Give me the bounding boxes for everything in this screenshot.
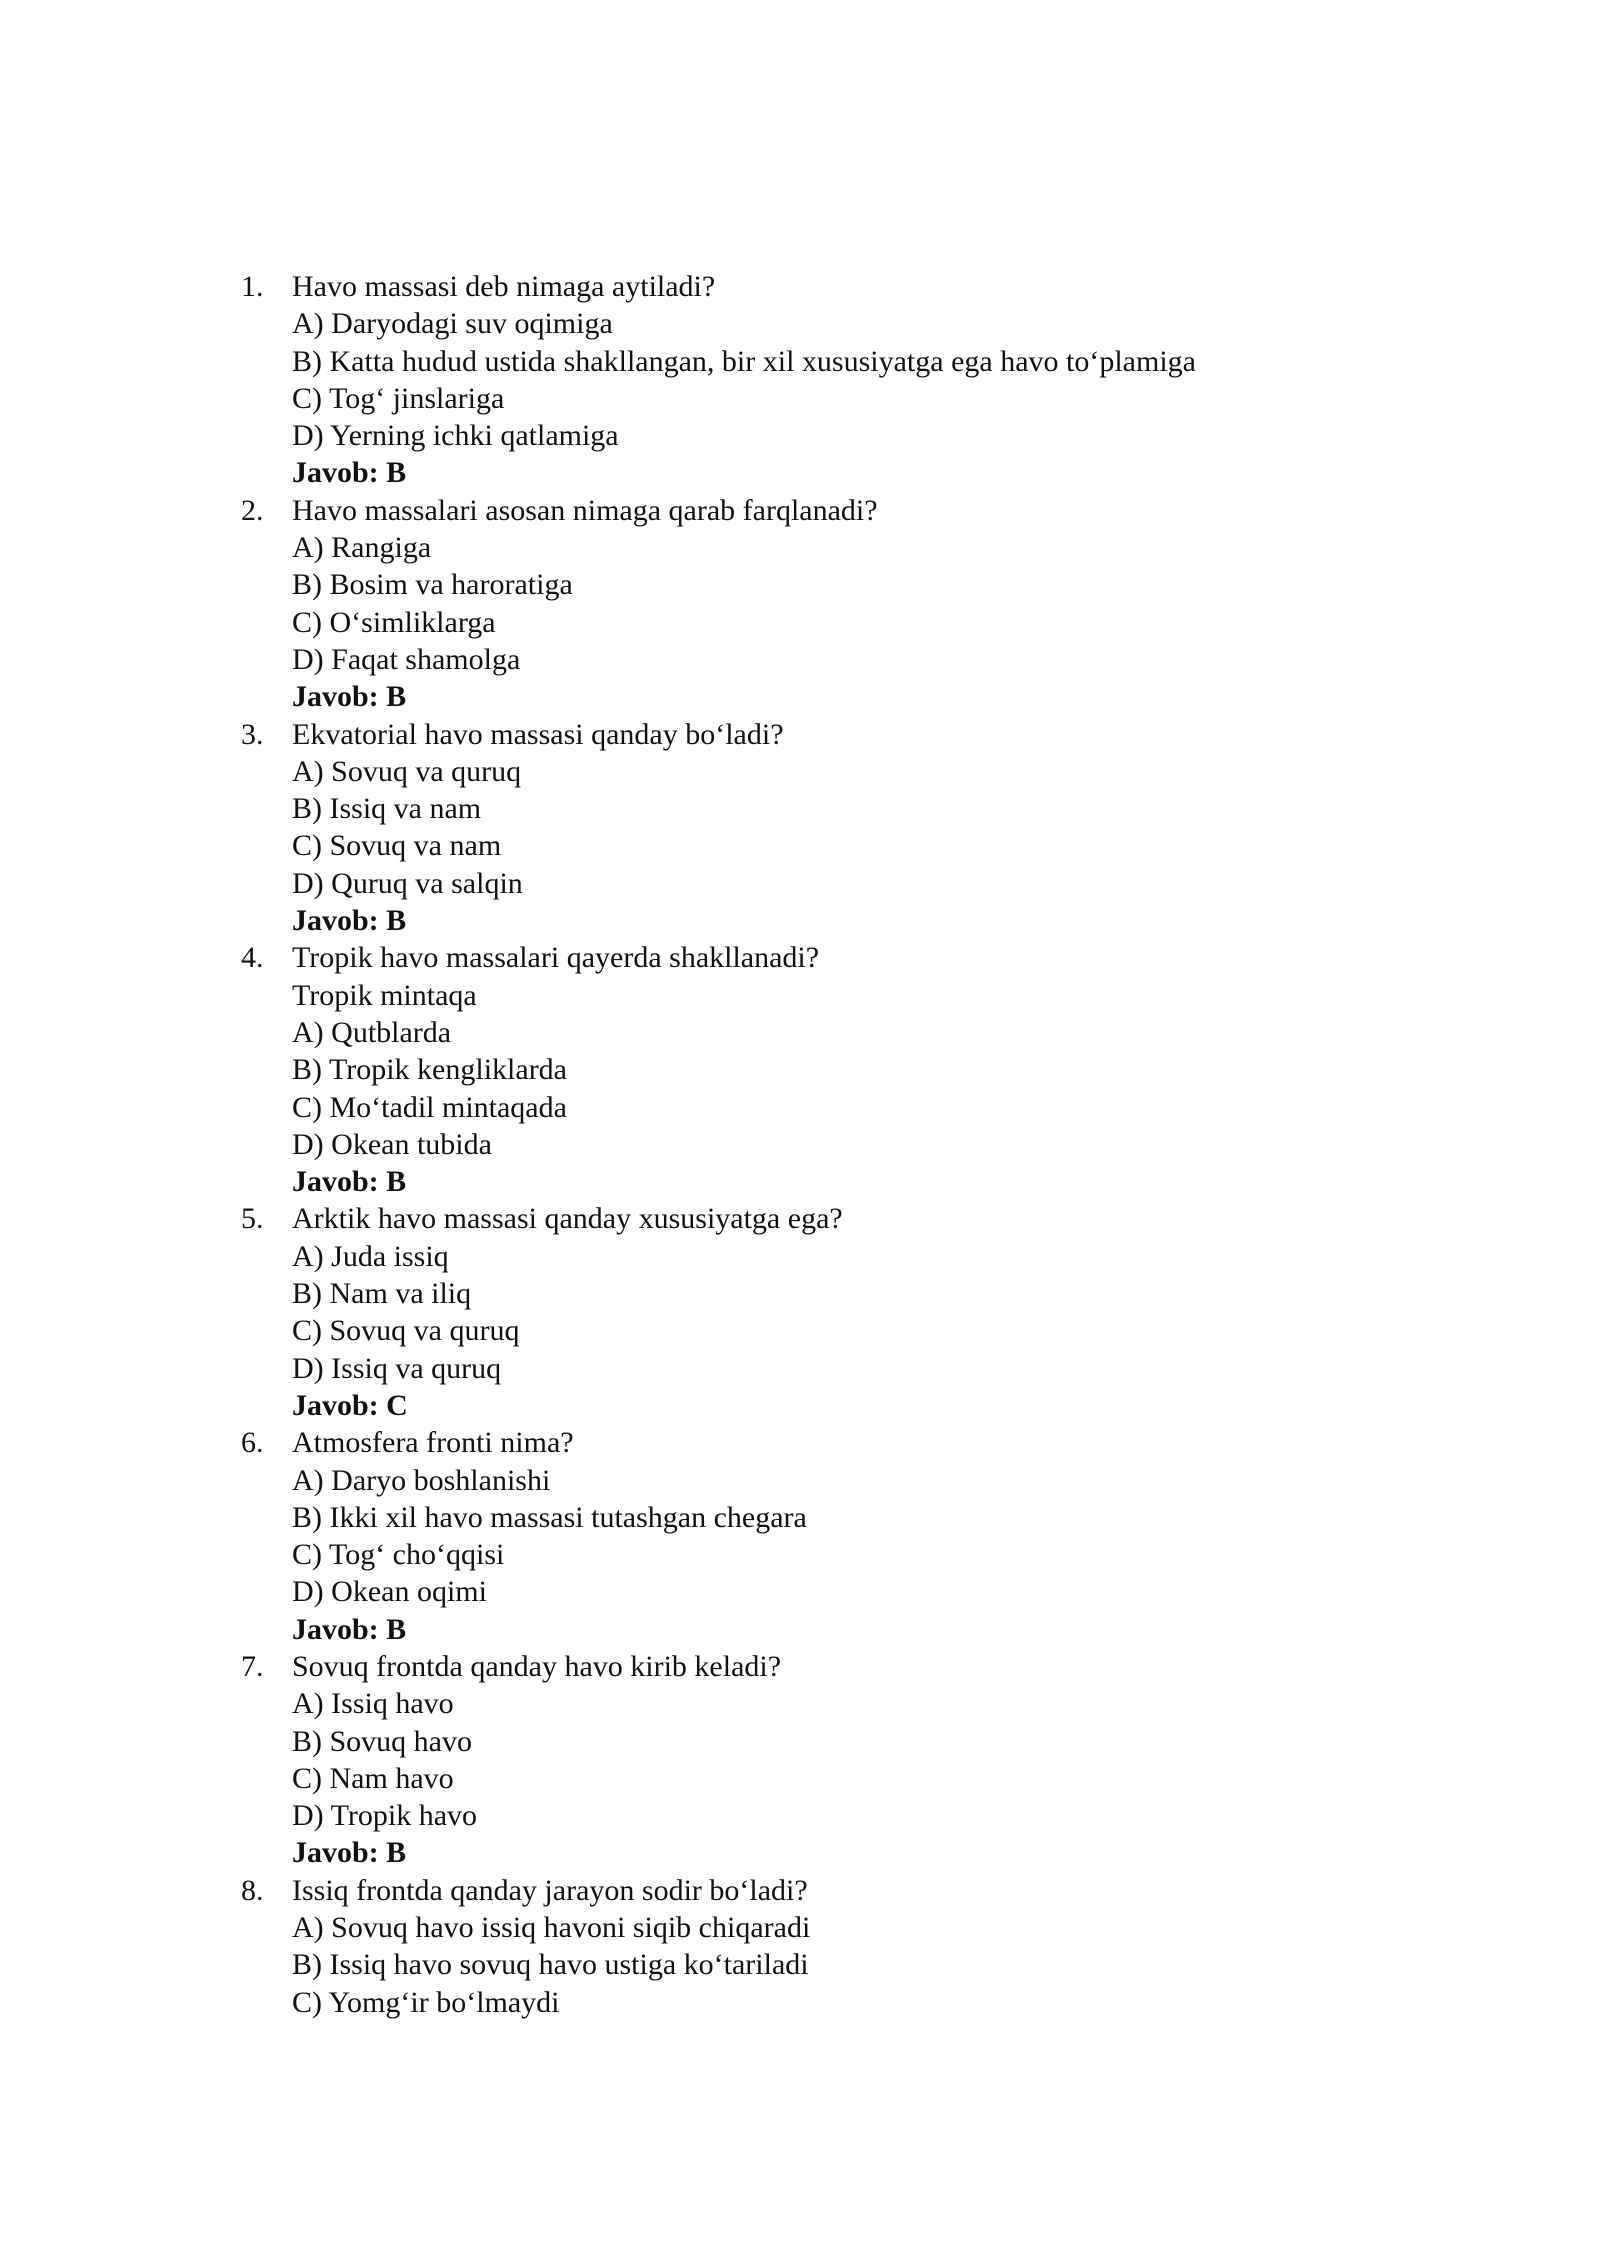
option-d: D) Okean oqimi bbox=[292, 1575, 487, 1609]
option-b: B) Bosim va haroratiga bbox=[292, 568, 573, 602]
question-number: 7. bbox=[241, 1649, 264, 1683]
option-b: B) Issiq va nam bbox=[292, 792, 482, 826]
option-c: C) Nam havo bbox=[292, 1761, 454, 1795]
question-number: 5. bbox=[241, 1202, 264, 1236]
option-c: C) O‘simliklarga bbox=[292, 605, 496, 639]
question-number: 3. bbox=[241, 717, 264, 751]
question-text: Atmosfera fronti nima? bbox=[292, 1426, 574, 1460]
option-c: C) Mo‘tadil mintaqada bbox=[292, 1090, 567, 1124]
option-c: C) Tog‘ jinslariga bbox=[292, 381, 505, 415]
option-a: A) Qutblarda bbox=[292, 1015, 452, 1049]
question-text: Issiq frontda qanday jarayon sodir bo‘ladi? bbox=[292, 1873, 808, 1907]
question-item bbox=[241, 492, 1381, 716]
question-subtext: Tropik mintaqa bbox=[292, 978, 477, 1012]
option-c: C) Sovuq va quruq bbox=[292, 1314, 520, 1348]
option-c: C) Sovuq va nam bbox=[292, 829, 502, 863]
option-a: A) Issiq havo bbox=[292, 1687, 454, 1721]
question-text: Tropik havo massalari qayerda shakllanadi? bbox=[292, 941, 820, 975]
option-a: A) Sovuq va quruq bbox=[292, 754, 522, 788]
option-b: B) Ikki xil havo massasi tutashgan chegara bbox=[292, 1500, 807, 1534]
question-text: Arktik havo massasi qanday xususiyatga ega? bbox=[292, 1202, 843, 1236]
question-item bbox=[241, 1648, 1381, 1872]
question-item bbox=[241, 1200, 1381, 1424]
option-d: D) Issiq va quruq bbox=[292, 1351, 502, 1385]
option-c: C) Tog‘ cho‘qqisi bbox=[292, 1538, 505, 1572]
answer-key: Javob: B bbox=[292, 456, 407, 490]
option-d: D) Yerning ichki qatlamiga bbox=[292, 419, 619, 453]
quiz-list bbox=[241, 268, 1381, 2021]
question-item bbox=[241, 1872, 1381, 2021]
question-number: 6. bbox=[241, 1426, 264, 1460]
answer-key: Javob: B bbox=[292, 1612, 407, 1646]
question-text: Havo massalari asosan nimaga qarab farqlanadi? bbox=[292, 493, 878, 527]
question-item bbox=[241, 716, 1381, 940]
option-c: C) Yomg‘ir bo‘lmaydi bbox=[292, 1985, 560, 2019]
question-number: 4. bbox=[241, 941, 264, 975]
option-a: A) Rangiga bbox=[292, 531, 432, 565]
answer-key: Javob: B bbox=[292, 1836, 407, 1870]
question-item bbox=[241, 1424, 1381, 1648]
question-item bbox=[241, 939, 1381, 1200]
question-number: 2. bbox=[241, 493, 264, 527]
option-d: D) Quruq va salqin bbox=[292, 866, 523, 900]
answer-key: Javob: B bbox=[292, 904, 407, 938]
question-text: Sovuq frontda qanday havo kirib keladi? bbox=[292, 1649, 782, 1683]
option-b: B) Nam va iliq bbox=[292, 1277, 472, 1311]
option-a: A) Daryodagi suv oqimiga bbox=[292, 307, 613, 341]
option-b: B) Katta hudud ustida shakllangan, bir xil xususiyatga ega havo to‘plamiga bbox=[292, 344, 1196, 378]
option-d: D) Okean tubida bbox=[292, 1127, 492, 1161]
question-item bbox=[241, 268, 1381, 492]
option-a: A) Sovuq havo issiq havoni siqib chiqaradi bbox=[292, 1911, 811, 1945]
question-text: Havo massasi deb nimaga aytiladi? bbox=[292, 270, 716, 303]
question-number: 8. bbox=[241, 1873, 264, 1907]
question-number: 1. bbox=[241, 270, 264, 303]
option-d: D) Tropik havo bbox=[292, 1799, 478, 1833]
option-b: B) Sovuq havo bbox=[292, 1724, 472, 1758]
question-text: Ekvatorial havo massasi qanday bo‘ladi? bbox=[292, 717, 784, 751]
answer-key: Javob: C bbox=[292, 1388, 408, 1422]
option-b: B) Tropik kengliklarda bbox=[292, 1053, 567, 1087]
option-a: A) Daryo boshlanishi bbox=[292, 1463, 551, 1497]
option-b: B) Issiq havo sovuq havo ustiga ko‘tariladi bbox=[292, 1948, 809, 1982]
answer-key: Javob: B bbox=[292, 680, 407, 714]
answer-key: Javob: B bbox=[292, 1165, 407, 1199]
option-a: A) Juda issiq bbox=[292, 1239, 449, 1273]
option-d: D) Faqat shamolga bbox=[292, 642, 521, 676]
